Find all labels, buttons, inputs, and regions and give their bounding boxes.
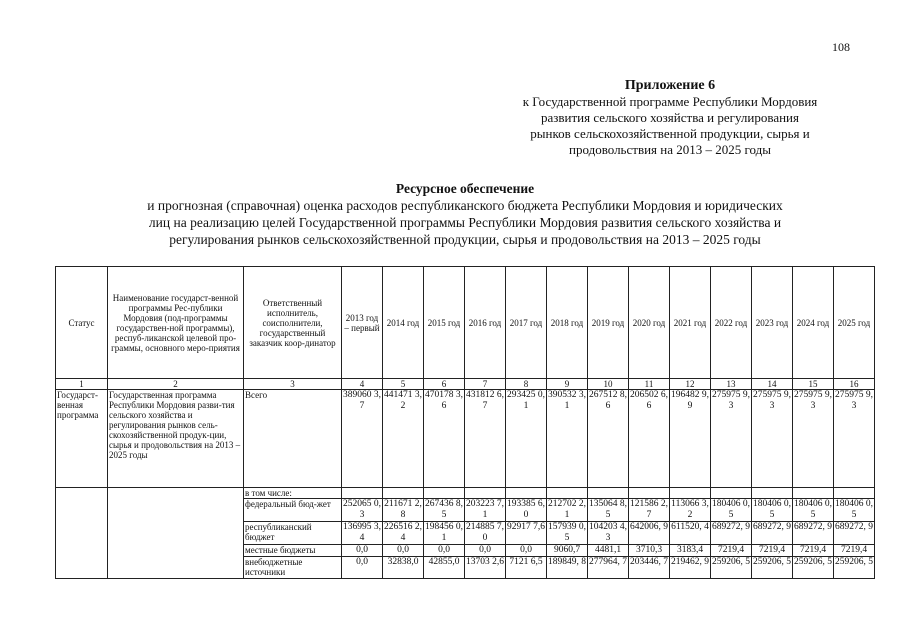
value-cell: 267512 8,6 <box>588 390 629 488</box>
header-status: Статус <box>56 267 108 379</box>
col-number: 8 <box>506 379 547 390</box>
value-cell: 275975 9,3 <box>752 390 793 488</box>
header-year: 2022 год <box>711 267 752 379</box>
appendix-line: рынков сельскохозяйственной продукции, сырья и <box>530 126 810 141</box>
col-number: 13 <box>711 379 752 390</box>
value-cell: 689272, 9 <box>793 522 834 545</box>
col-number: 1 <box>56 379 108 390</box>
value-cell: 431812 6,7 <box>465 390 506 488</box>
col-number: 9 <box>547 379 588 390</box>
value-cell: 214885 7,0 <box>466 522 504 543</box>
value-cell: 267436 8,5 <box>425 499 463 520</box>
header-name: Наименование государст-венной программы Рес-публики Мордовия (под-программы государствен-ной программы), респуб-ликанской целевой про-граммы, основного меро-приятия <box>108 267 244 379</box>
value-cell: 259206, 5 <box>793 557 834 579</box>
resource-table <box>55 266 875 579</box>
value-cell: 252065 0,3 <box>343 499 381 520</box>
in-total-label: в том числе: <box>244 488 342 499</box>
value-cell: 193385 6,0 <box>507 499 545 520</box>
header-year: 2014 год <box>383 267 424 379</box>
value-cell: 32838,0 <box>383 557 424 579</box>
value-cell: 157939 0,5 <box>548 522 586 543</box>
appendix-title: Приложение 6 <box>624 78 716 93</box>
title-head: Ресурсное обеспечение <box>395 181 535 196</box>
value-cell: 135064 8,5 <box>589 499 627 520</box>
col-number: 6 <box>424 379 465 390</box>
header-year: 2023 год <box>752 267 793 379</box>
col-number: 11 <box>629 379 670 390</box>
value-cell: 0,0 <box>465 545 506 557</box>
value-cell: 7121 6,5 <box>506 557 547 579</box>
value-cell: 180406 0,5 <box>712 499 750 520</box>
value-cell: 198456 0,1 <box>425 522 463 543</box>
status-cell-empty <box>56 488 108 579</box>
col-number: 10 <box>588 379 629 390</box>
value-cell: 92917 7,6 <box>506 522 547 545</box>
value-cell: 689272, 9 <box>834 522 875 545</box>
executor-cell: Всего <box>244 390 342 488</box>
value-cell: 121586 2,7 <box>630 499 668 520</box>
value-cell: 180406 0,5 <box>835 499 873 520</box>
header-year: 2018 год <box>547 267 588 379</box>
value-cell: 470178 3,6 <box>424 390 465 488</box>
value-cell: 0,0 <box>342 545 383 557</box>
value-cell: 7219,4 <box>834 545 875 557</box>
program-name-cell: Государственная программа Республики Мордовия разви-тия сельского хозяйства и регулирования рынков сель-скохозяйственной продук-ции, сырья и продовольствия на 2013 – 2025 годы <box>108 390 244 488</box>
value-cell: 136995 3,4 <box>343 522 381 543</box>
value-cell: 0,0 <box>506 545 547 557</box>
value-cell: 0,0 <box>342 557 383 579</box>
value-cell: 212702 2,1 <box>548 499 586 520</box>
value-cell: 0,0 <box>383 545 424 557</box>
header-year: 2020 год <box>629 267 670 379</box>
name-cell-empty <box>108 488 244 579</box>
col-number: 2 <box>108 379 244 390</box>
value-cell: 3183,4 <box>670 545 711 557</box>
column-number-row <box>56 379 875 390</box>
col-number: 3 <box>244 379 342 390</box>
value-cell: 7219,4 <box>752 545 793 557</box>
value-cell: 203446, 7 <box>629 557 670 579</box>
col-number: 7 <box>465 379 506 390</box>
value-cell: 441471 3,2 <box>383 390 424 488</box>
value-cell: 7219,4 <box>793 545 834 557</box>
value-cell: 3710,3 <box>629 545 670 557</box>
title-line: лиц на реализацию целей Государственной программы Республики Мордовия развития сельского хозяйства и <box>148 215 782 230</box>
value-cell: 206502 6,6 <box>629 390 670 488</box>
col-number: 14 <box>752 379 793 390</box>
value-cell: 13703 2,6 <box>465 557 506 579</box>
status-cell: Государст-венная программа <box>56 390 108 488</box>
program-total-row <box>56 390 875 488</box>
value-cell: 275975 9,3 <box>793 390 834 488</box>
header-year: 2016 год <box>465 267 506 379</box>
header-year: 2015 год <box>424 267 465 379</box>
header-year: 2024 год <box>793 267 834 379</box>
value-cell: 689272, 9 <box>752 522 793 545</box>
header-year: 2021 год <box>670 267 711 379</box>
appendix-line: развития сельского хозяйства и регулирования <box>541 110 799 125</box>
value-cell: 196482 9,9 <box>670 390 711 488</box>
value-cell: 7219,4 <box>711 545 752 557</box>
value-cell: 42855,0 <box>424 557 465 579</box>
col-number: 4 <box>342 379 383 390</box>
budget-label: республиканский бюджет <box>244 522 342 545</box>
header-year: 2025 год <box>834 267 875 379</box>
value-cell: 390532 3,1 <box>547 390 588 488</box>
col-number: 5 <box>383 379 424 390</box>
value-cell: 113066 3,2 <box>671 499 709 520</box>
value-cell: 611520, 4 <box>670 522 711 545</box>
budget-label: внебюджетные источники <box>244 557 342 579</box>
value-cell: 104203 4,3 <box>589 522 627 543</box>
value-cell: 277964, 7 <box>588 557 629 579</box>
appendix-block <box>470 78 870 158</box>
value-cell: 259206, 5 <box>752 557 793 579</box>
value-cell: 689272, 9 <box>711 522 752 545</box>
value-cell: 226516 2,4 <box>384 522 422 543</box>
value-cell: 180406 0,5 <box>753 499 791 520</box>
value-cell: 0,0 <box>424 545 465 557</box>
in-total-row <box>56 488 875 499</box>
budget-label: федеральный бюд-жет <box>244 499 342 522</box>
value-cell: 189849, 8 <box>547 557 588 579</box>
value-cell: 259206, 5 <box>711 557 752 579</box>
appendix-line: к Государственной программе Республики Мордовия <box>522 94 818 109</box>
appendix-line: продовольствия на 2013 – 2025 годы <box>569 142 771 157</box>
value-cell: 275975 9,3 <box>834 390 875 488</box>
document-title <box>70 180 860 248</box>
value-cell: 293425 0,1 <box>506 390 547 488</box>
budget-label: местные бюджеты <box>244 545 342 557</box>
col-number: 12 <box>670 379 711 390</box>
value-cell: 389060 3,7 <box>342 390 383 488</box>
col-number: 16 <box>834 379 875 390</box>
value-cell: 642006, 9 <box>629 522 670 545</box>
value-cell: 203223 7,1 <box>466 499 504 520</box>
title-line: и прогнозная (справочная) оценка расходов республиканского бюджета Республики Мордовия и юридических <box>147 198 783 213</box>
title-line: регулирования рынков сельскохозяйственной продукции, сырья и продовольствия на 2013 – 2025 годы <box>169 232 761 247</box>
value-cell: 275975 9,3 <box>711 390 752 488</box>
value-cell: 211671 2,8 <box>384 499 422 520</box>
header-year: 2013 год – первый <box>342 267 383 379</box>
value-cell: 219462, 9 <box>670 557 711 579</box>
header-row <box>56 267 875 379</box>
value-cell: 9060,7 <box>547 545 588 557</box>
header-executor: Ответственный исполнитель, соисполнители, государственный заказчик коор-динатор <box>244 267 342 379</box>
value-cell: 259206, 5 <box>834 557 875 579</box>
value-cell: 4481,1 <box>588 545 629 557</box>
value-cell: 180406 0,5 <box>794 499 832 520</box>
col-number: 15 <box>793 379 834 390</box>
header-year: 2019 год <box>588 267 629 379</box>
page-number: 108 <box>832 40 850 54</box>
header-year: 2017 год <box>506 267 547 379</box>
